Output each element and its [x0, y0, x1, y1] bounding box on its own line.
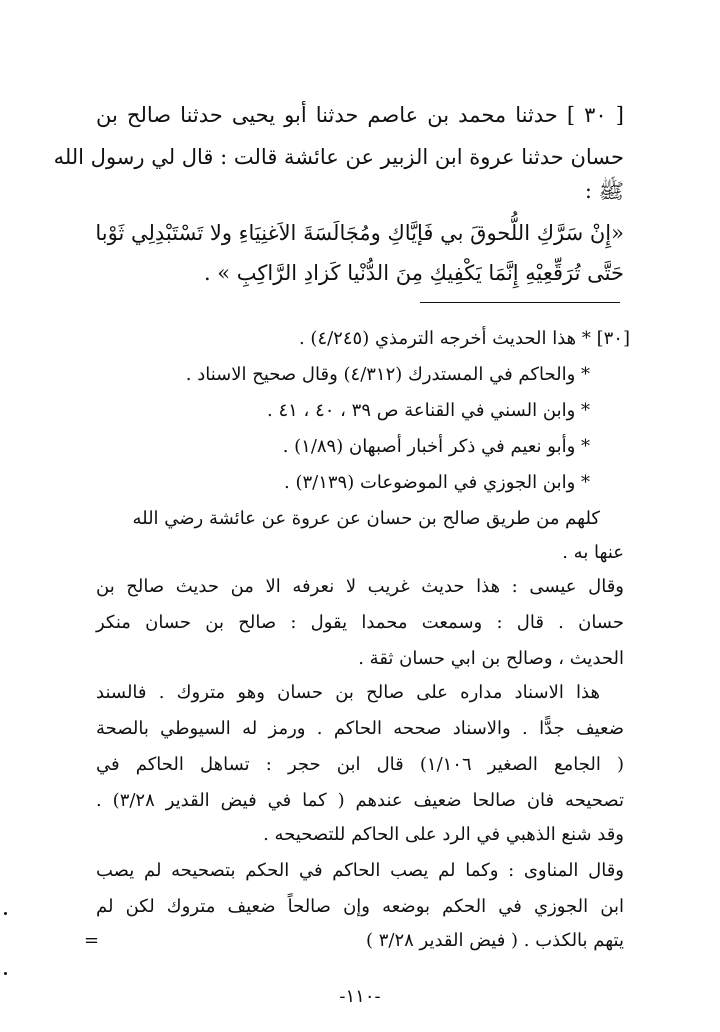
- hadith-line: ﷺ :: [584, 179, 624, 203]
- footnote-line: حسان . قال : وسمعت محمدا يقول : صالح بن حسان منكر: [96, 612, 624, 633]
- footnote-line: * وابن الجوزي في الموضوعات (٣/١٣٩) .: [284, 472, 590, 493]
- hadith-line: حَتَّى تُرَقِّعِيْهِ إِنَّمَا يَكْفِيكِ مِنَ الدُّنْيا كَزادِ الرَّاكِبِ » .: [203, 261, 624, 285]
- footnote-line: [٣٠] * هذا الحديث أخرجه الترمذي (٤/٢٤٥) .: [298, 328, 630, 349]
- footnote-line: وقال عيسى : هذا حديث غريب لا نعرفه الا من حديث صالح بن: [96, 576, 624, 597]
- footnote-line: * وأبو نعيم في ذكر أخبار أصبهان (١/٨٩) .: [282, 436, 590, 457]
- footnote-line: * وابن السني في القناعة ص ٣٩ ، ٤٠ ، ٤١ .: [267, 400, 590, 421]
- footnote-line: وقد شنع الذهبي في الرد على الحاكم للتصحيحه .: [263, 824, 624, 845]
- footnote-separator: [420, 302, 620, 303]
- footnote-line: كلهم من طريق صالح بن حسان عن عروة عن عائشة رضي الله: [132, 508, 600, 529]
- footnote-line: تصحيحه فان صالحا ضعيف عندهم ( كما في فيض القدير ٣/٢٨) .: [96, 790, 624, 811]
- footnote-line: عنها به .: [562, 542, 624, 563]
- footnote-line: ( الجامع الصغير ١/١٠٦) قال ابن حجر : تساهل الحاكم في: [96, 754, 624, 775]
- continuation-mark: =: [84, 930, 100, 951]
- footnote-line: ابن الجوزي في الحكم بوضعه وإن صالحاً ضعيف متروك لكن لم: [96, 896, 624, 917]
- footnote-line: هذا الاسناد مداره على صالح بن حسان وهو متروك . فالسند: [96, 682, 600, 703]
- scan-speck: [4, 912, 7, 915]
- footnote-line: ضعيف جدًّا . والاسناد صححه الحاكم . ورمز له السيوطي بالصحة: [96, 718, 624, 739]
- scan-speck: [4, 972, 7, 975]
- footnote-line: * والحاكم في المستدرك (٤/٣١٢) وقال صحيح الاسناد .: [185, 364, 590, 385]
- page-number: -١١٠-: [339, 986, 381, 1007]
- footnote-line: الحديث ، وصالح بن ابي حسان ثقة .: [358, 648, 624, 669]
- hadith-line: [ ٣٠ ] حدثنا محمد بن عاصم حدثنا أبو يحيى حدثنا صالح بن: [96, 103, 624, 127]
- hadith-line: «إِنْ سَرَّكِ اللُّحوقَ بي فَإيَّاكِ ومُجَالَسَةَ الاَغنِيَاءِ ولا تَسْتَبْدِلِي ثَوْبا: [95, 221, 624, 245]
- footnote-line: يتهم بالكذب . ( فيض القدير ٣/٢٨ ): [365, 930, 624, 951]
- hadith-line: حسان حدثنا عروة ابن الزبير عن عائشة قالت : قال لي رسول الله: [53, 145, 624, 169]
- footnote-line: وقال المناوى : وكما لم يصب الحاكم في الحكم بتصحيحه لم يصب: [96, 860, 624, 881]
